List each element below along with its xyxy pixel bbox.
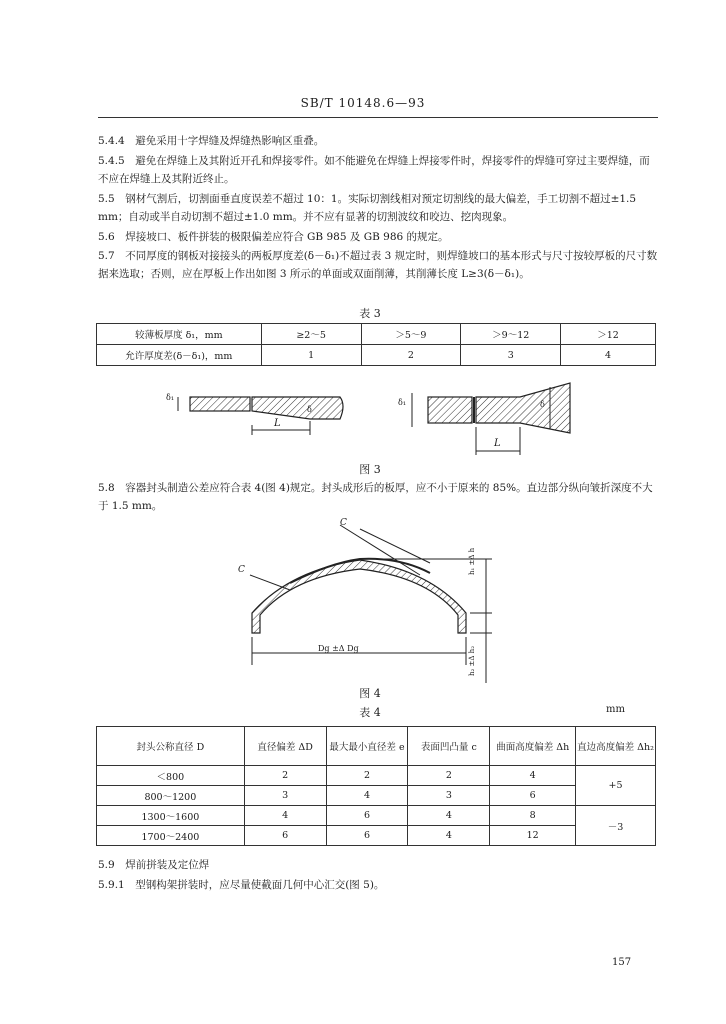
table4-cell: 3 xyxy=(408,786,490,806)
table4-cell: 4 xyxy=(490,766,576,786)
table4-cell: 6 xyxy=(326,826,408,846)
table4-cell: 6 xyxy=(326,806,408,826)
table4-cell: 1700～2400 xyxy=(97,826,245,846)
table4-cell: 4 xyxy=(408,806,490,826)
para-5-8: 5.8 容器封头制造公差应符合表 4(图 4)规定。封头成形后的板厚，应不小于原来的 85%。直边部分纵向皱折深度不大于 1.5 mm。 xyxy=(98,482,653,512)
table4-header: 最大最小直径差 e xyxy=(326,727,408,766)
table4-header: 直边高度偏差 Δh₂ xyxy=(576,727,656,766)
header-rule xyxy=(98,117,658,118)
table3-caption: 表 3 xyxy=(359,307,381,320)
para-5-9: 5.9 焊前拼装及定位焊 xyxy=(98,859,210,871)
fig4-h2-label: h₂ ±Δ h₂ xyxy=(468,646,476,676)
para-5-4-5: 5.4.5 避免在焊缝上及其附近开孔和焊接零件。如不能避免在焊缝上焊接零件时，焊接零件的焊缝可穿过主要焊缝，而不应在焊缝上及其附近终止。 xyxy=(98,155,650,185)
table4-cell: 800～1200 xyxy=(97,786,245,806)
para-5-9-1: 5.9.1 型钢构架拼装时，应尽量使截面几何中心汇交(图 5)。 xyxy=(98,879,385,891)
fig4-h1-label: h₁ ±Δ h xyxy=(468,547,476,575)
para-5-7: 5.7 不同厚度的钢板对接接头的两板厚度差(δ－δ₁)不超过表 3 规定时，则焊缝坡口的基本形式与尺寸按较厚板的尺寸数据来选取；否则，应在厚板上作出如图 3 所示的单面或双面削薄，其削薄长度 L≥3(δ－δ₁)。 xyxy=(98,250,658,280)
fig3-delta1-label-right: δ₁ xyxy=(398,398,407,407)
table4-cell: 4 xyxy=(244,806,326,826)
para-5-4-4: 5.4.4 避免采用十字焊缝及焊缝热影响区重叠。 xyxy=(98,135,325,147)
table3-range: ＞9～12 xyxy=(461,324,561,345)
fig3-L-label-left: L xyxy=(274,418,281,429)
table3-diff: 2 xyxy=(361,345,461,366)
table4-header: 直径偏差 ΔD xyxy=(244,727,326,766)
table3-range: ＞12 xyxy=(561,324,656,345)
fig4-c-label-top: C xyxy=(340,518,347,528)
table4-cell: 1300～1600 xyxy=(97,806,245,826)
table4-header: 表面凹凸量 c xyxy=(408,727,490,766)
table3-diff: 1 xyxy=(261,345,361,366)
para-5-5: 5.5 钢材气割后，切割面垂直度误差不超过 10：1。实际切割线相对预定切割线的最大偏差，手工切割不超过±1.5 mm；自动或半自动切割不超过±1.0 mm。并不应有显著的切割波纹和咬边、挖肉现象。 xyxy=(98,193,640,223)
table4-cell: 2 xyxy=(326,766,408,786)
table4-unit: mm xyxy=(606,704,625,715)
fig3-delta-label-left: δ xyxy=(307,405,312,414)
fig3-L-label-right: L xyxy=(494,438,501,449)
table4-merged-cell: －3 xyxy=(576,806,656,846)
para-5-6: 5.6 焊接坡口、板件拼装的极限偏差应符合 GB 985 及 GB 986 的规定。 xyxy=(98,231,449,243)
table3-diff: 3 xyxy=(461,345,561,366)
header-code: SB/T 10148.6—93 xyxy=(300,96,426,110)
table4-cell: ＜800 xyxy=(97,766,245,786)
table4-cell: 2 xyxy=(408,766,490,786)
table-4 xyxy=(96,726,656,846)
table3-range: ＞5～9 xyxy=(361,324,461,345)
figure-3-caption: 图 3 xyxy=(359,463,381,476)
table3-diff: 4 xyxy=(561,345,656,366)
table4-header: 曲面高度偏差 Δh xyxy=(490,727,576,766)
table4-cell: 12 xyxy=(490,826,576,846)
table4-cell: 4 xyxy=(326,786,408,806)
table4-header: 封头公称直径 D xyxy=(97,727,245,766)
page-number: 157 xyxy=(612,957,632,968)
table4-caption: 表 4 xyxy=(359,706,381,719)
table4-cell: 6 xyxy=(490,786,576,806)
figure-3-drawing xyxy=(150,375,590,465)
table4-cell: 2 xyxy=(244,766,326,786)
table3-range: ≥2～5 xyxy=(261,324,361,345)
table4-cell: 6 xyxy=(244,826,326,846)
table3-row1-label: 较薄板厚度 δ₁，mm xyxy=(97,324,262,345)
fig3-delta-label-right: δ xyxy=(540,400,545,409)
table4-cell: 4 xyxy=(408,826,490,846)
fig4-diameter-label: Dg ±Δ Dg xyxy=(318,644,359,653)
table4-merged-cell: +5 xyxy=(576,766,656,806)
fig4-c-label-left: C xyxy=(238,565,245,575)
table-3 xyxy=(96,323,656,366)
table4-cell: 3 xyxy=(244,786,326,806)
table4-cell: 8 xyxy=(490,806,576,826)
figure-4-caption: 图 4 xyxy=(359,687,381,700)
table3-row2-label: 允许厚度差(δ－δ₁)，mm xyxy=(97,345,262,366)
fig3-delta1-label-left: δ₁ xyxy=(166,393,175,402)
